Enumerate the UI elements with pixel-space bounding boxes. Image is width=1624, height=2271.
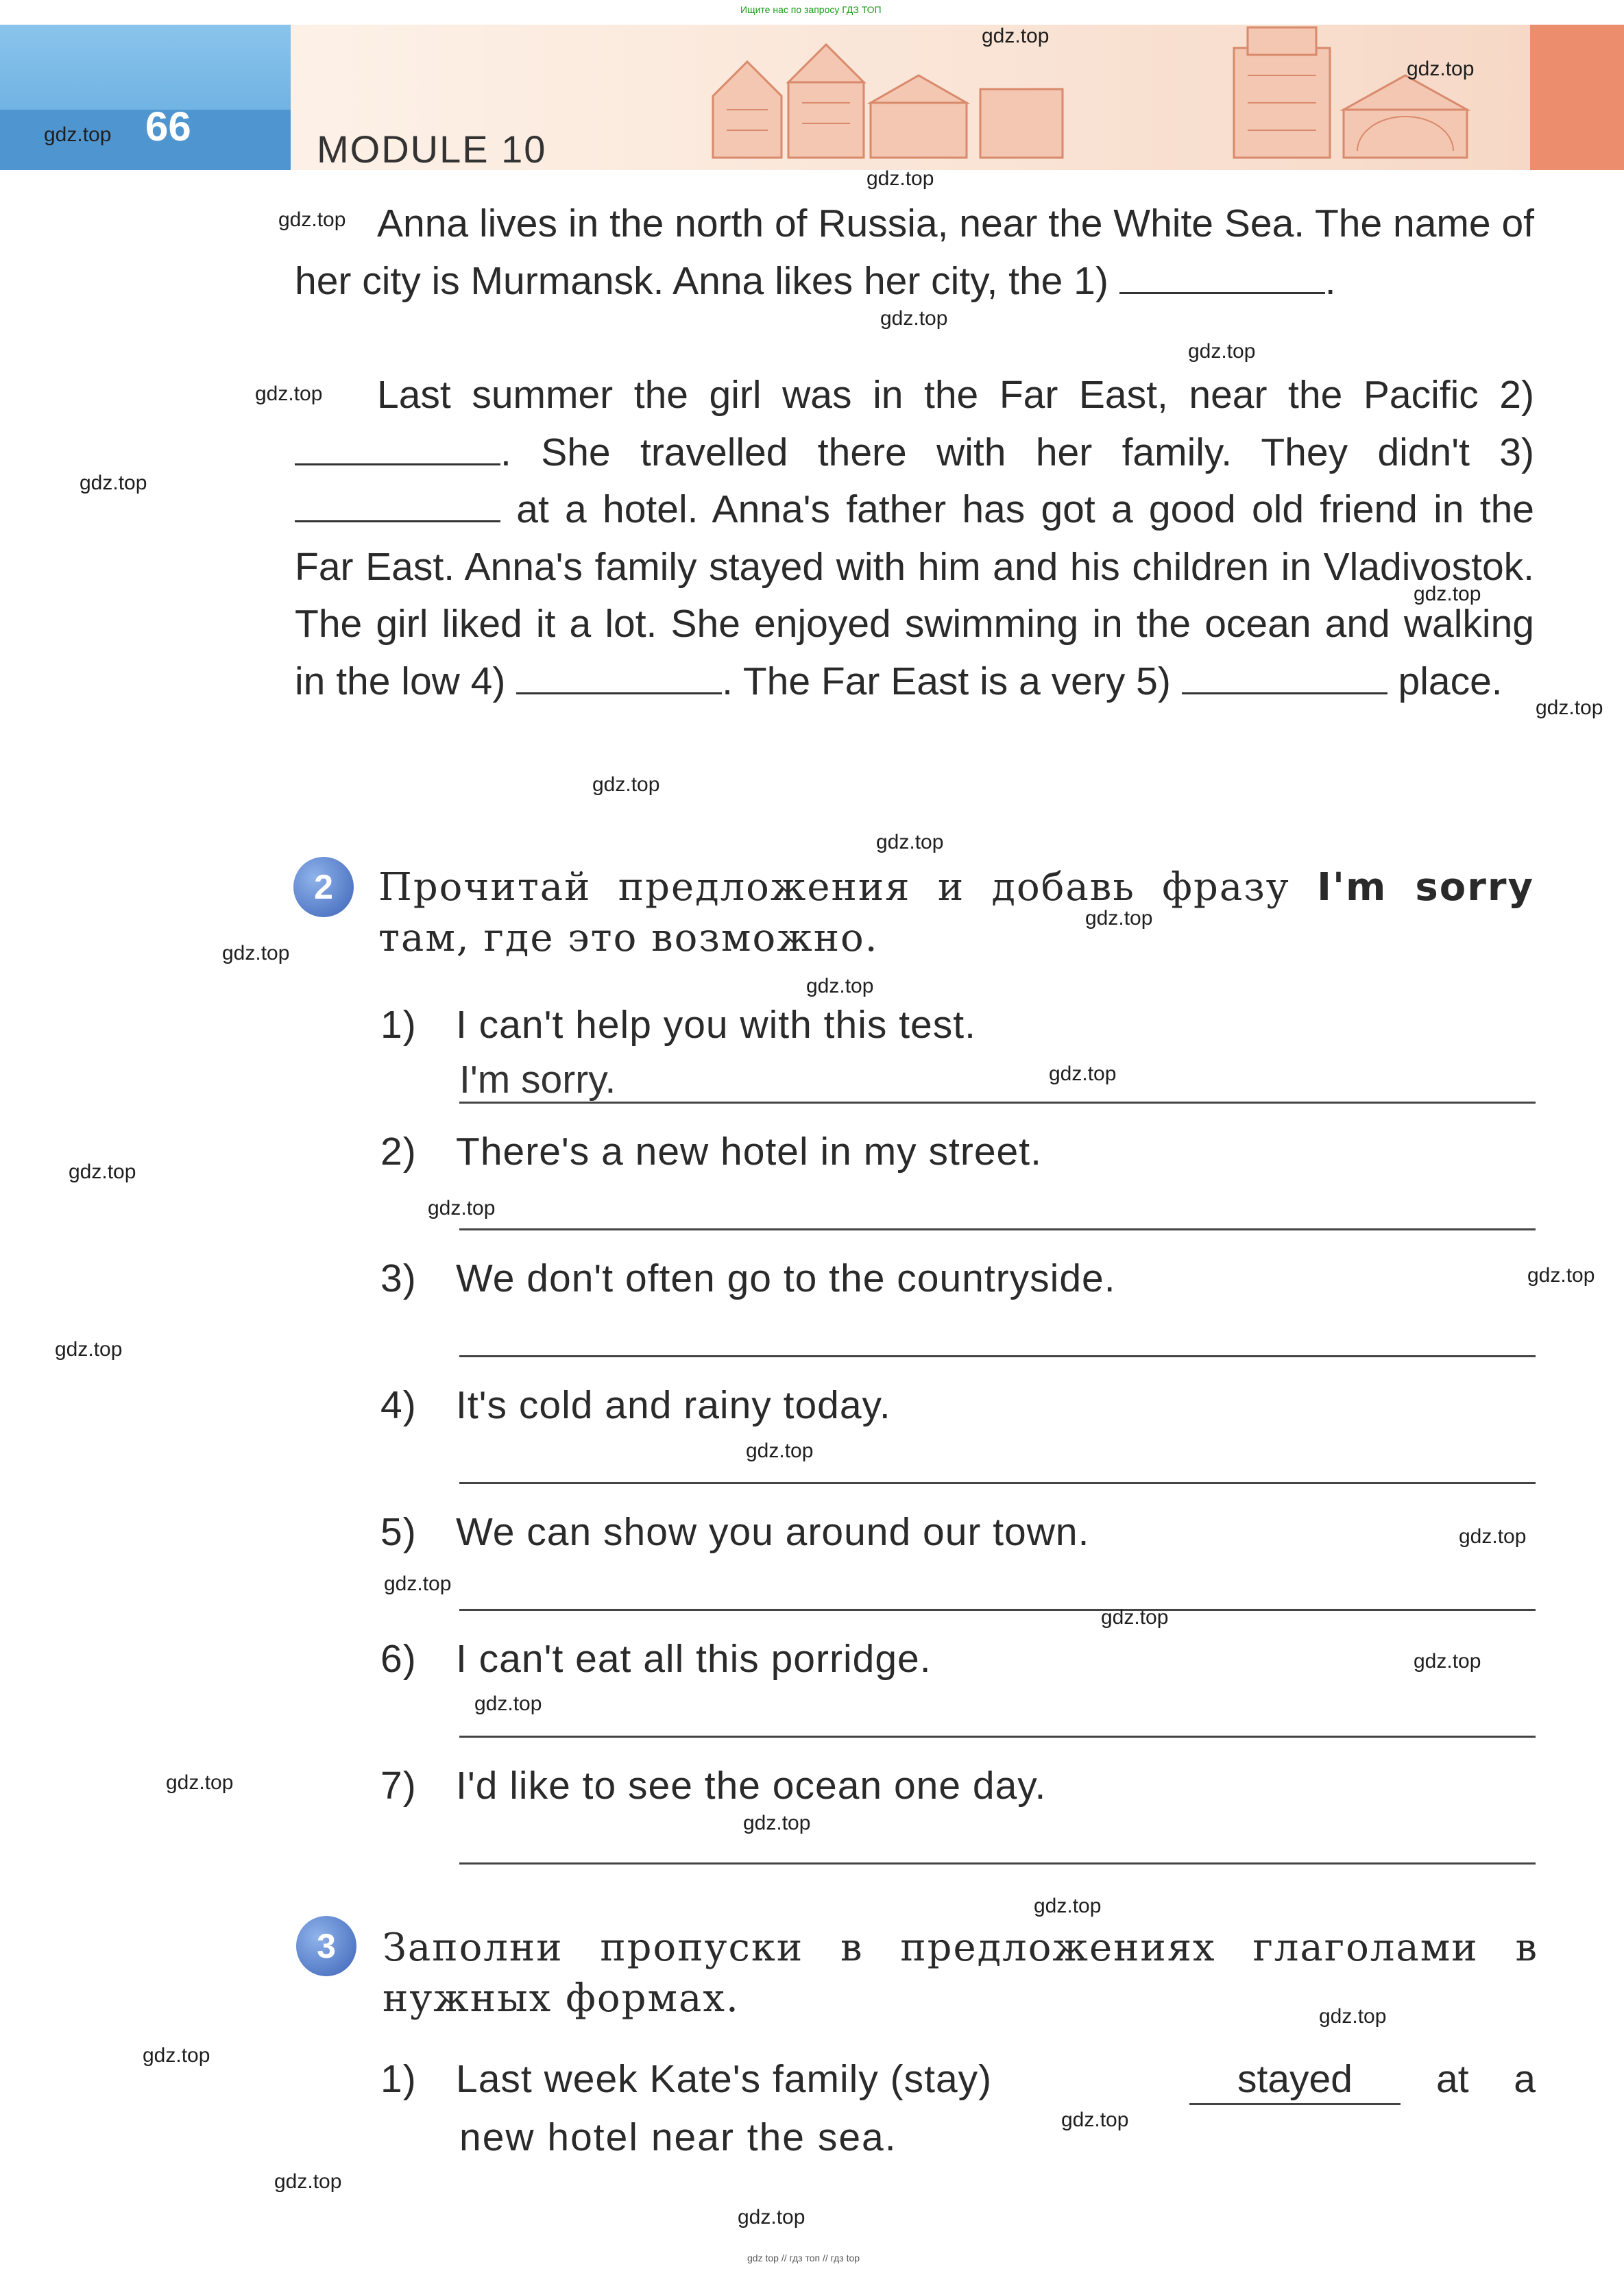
watermark-text: gdz.top	[806, 975, 874, 997]
watermark-text: gdz.top	[880, 307, 948, 330]
instruction-text: там, где это возможно.	[378, 916, 879, 960]
bottom-note: gdz top // гдз топ // гдз top	[747, 2252, 860, 2263]
watermark-text: gdz.top	[55, 1338, 123, 1361]
watermark-text: gdz.top	[1188, 340, 1256, 363]
watermark-text: gdz.top	[1414, 1650, 1481, 1673]
exercise-3-answer-1[interactable]: stayed	[1189, 2055, 1401, 2105]
item-number: 7)	[380, 1764, 417, 1808]
watermark-text: gdz.top	[866, 167, 934, 190]
answer-text: I'm sorry.	[459, 1058, 616, 1102]
item-text: I'd like to see the ocean one day.	[456, 1764, 1047, 1808]
watermark-text: gdz.top	[428, 1197, 496, 1219]
exercise-2-item	[380, 1254, 1116, 1302]
watermark-text: gdz.top	[592, 773, 660, 796]
item-number: 4)	[380, 1383, 417, 1427]
item-number: 2)	[380, 1130, 417, 1174]
module-title: MODULE 10	[317, 127, 547, 171]
answer-line[interactable]	[459, 1736, 1536, 1738]
answer-line[interactable]	[459, 1482, 1536, 1484]
watermark-text: gdz.top	[1407, 58, 1475, 80]
watermark-text: gdz.top	[1536, 696, 1603, 719]
item-number: 1)	[380, 2057, 417, 2101]
item-text: We can show you around our town.	[456, 1510, 1090, 1554]
watermark-text: gdz.top	[1085, 907, 1153, 930]
item-number: 6)	[380, 1637, 417, 1681]
watermark-text: gdz.top	[1101, 1606, 1169, 1629]
exercise-3-badge: 3	[296, 1916, 356, 1976]
blank-5[interactable]	[1182, 665, 1387, 694]
reading-text: Anna lives in the north of Russia, near the White Sea. The name of her city is Murmansk. Anna likes her city, the 1)	[295, 202, 1534, 303]
exercise-3-instruction: Заполни пропуски в предложениях глаголами в нужных формах.	[383, 1926, 1538, 2021]
reading-paragraph-2	[295, 367, 1534, 710]
exercise-2-item	[380, 1635, 932, 1683]
reading-text: place.	[1398, 659, 1503, 703]
watermark-text: gdz.top	[1319, 2005, 1387, 2028]
exercise-2-item	[380, 1762, 1046, 1810]
reading-text: .	[1324, 258, 1336, 303]
reading-paragraph-1	[295, 195, 1534, 310]
blank-4[interactable]	[516, 665, 722, 694]
exercise-2-item	[380, 1508, 1089, 1556]
item-text: It's cold and rainy today.	[456, 1383, 891, 1427]
watermark-text: gdz.top	[738, 2206, 805, 2229]
item-number: 5)	[380, 1510, 417, 1554]
watermark-text: gdz.top	[384, 1572, 452, 1595]
item-text: We don't often go to the countryside.	[456, 1256, 1116, 1300]
item-number: 3)	[380, 1256, 417, 1300]
top-note: Ищите нас по запросу ГДЗ ТОП	[740, 4, 882, 15]
watermark-text: gdz.top	[278, 208, 346, 231]
header-corner	[1530, 25, 1624, 170]
watermark-text: gdz.top	[743, 1812, 811, 1834]
blank-2[interactable]	[295, 436, 500, 465]
reading-text: . The Far East is a very 5)	[722, 659, 1171, 703]
watermark-text: gdz.top	[274, 2170, 342, 2193]
watermark-text: gdz.top	[1459, 1525, 1527, 1548]
watermark-text: gdz.top	[143, 2044, 210, 2067]
watermark-text: gdz.top	[255, 382, 323, 405]
blank-3[interactable]	[295, 493, 500, 522]
item-text: Last week Kate's family (stay)	[456, 2057, 993, 2101]
watermark-text: gdz.top	[222, 942, 290, 964]
instruction-text: Прочитай предложения и добавь фразу	[378, 865, 1290, 910]
reading-text: . She travelled there with her family. They didn't 3)	[500, 430, 1534, 474]
watermark-text: gdz.top	[166, 1771, 234, 1794]
answer-line[interactable]	[459, 1862, 1536, 1865]
reading-text: at a hotel. Anna's father has got a good old friend in the Far East. Anna's family stayed with him and his children in Vladivostok. The girl liked it a lot. She enjoyed swimming in the ocean and walking in the low 4)	[295, 487, 1534, 703]
city-illustration	[686, 21, 1536, 171]
watermark-text: gdz.top	[44, 123, 112, 146]
item-text: I can't eat all this porridge.	[456, 1637, 932, 1681]
watermark-text: gdz.top	[1034, 1895, 1102, 1917]
item-text-end: at a	[1436, 2057, 1536, 2101]
exercise-2-item	[380, 1128, 1042, 1176]
exercise-2-item	[380, 1381, 891, 1429]
answer-line[interactable]	[459, 1228, 1536, 1230]
answer-line[interactable]	[459, 1102, 1536, 1104]
watermark-text: gdz.top	[1049, 1062, 1117, 1085]
watermark-text: gdz.top	[982, 25, 1050, 47]
page-number: 66	[145, 104, 191, 149]
item-text: I can't help you with this test.	[456, 1003, 976, 1047]
reading-text: Last summer the girl was in the Far East, near the Pacific 2)	[377, 373, 1534, 417]
exercise-2-badge: 2	[293, 857, 354, 917]
item-text: There's a new hotel in my street.	[456, 1130, 1042, 1174]
item-number: 1)	[380, 1003, 417, 1047]
watermark-text: gdz.top	[1527, 1264, 1595, 1287]
exercise-2-item	[380, 1001, 976, 1049]
watermark-text: gdz.top	[69, 1161, 136, 1183]
blank-1[interactable]	[1119, 265, 1325, 294]
watermark-text: gdz.top	[80, 472, 147, 494]
watermark-text: gdz.top	[1061, 2109, 1129, 2131]
item-text-continued: new hotel near the sea.	[459, 2115, 897, 2159]
watermark-text: gdz.top	[746, 1440, 814, 1462]
answer-line[interactable]	[459, 1609, 1536, 1611]
watermark-text: gdz.top	[876, 831, 944, 853]
exercise-2-instruction	[378, 862, 1534, 964]
answer-line[interactable]	[459, 1355, 1536, 1357]
watermark-text: gdz.top	[474, 1692, 542, 1715]
instruction-bold: I'm sorry	[1317, 865, 1534, 910]
watermark-text: gdz.top	[1414, 583, 1481, 605]
